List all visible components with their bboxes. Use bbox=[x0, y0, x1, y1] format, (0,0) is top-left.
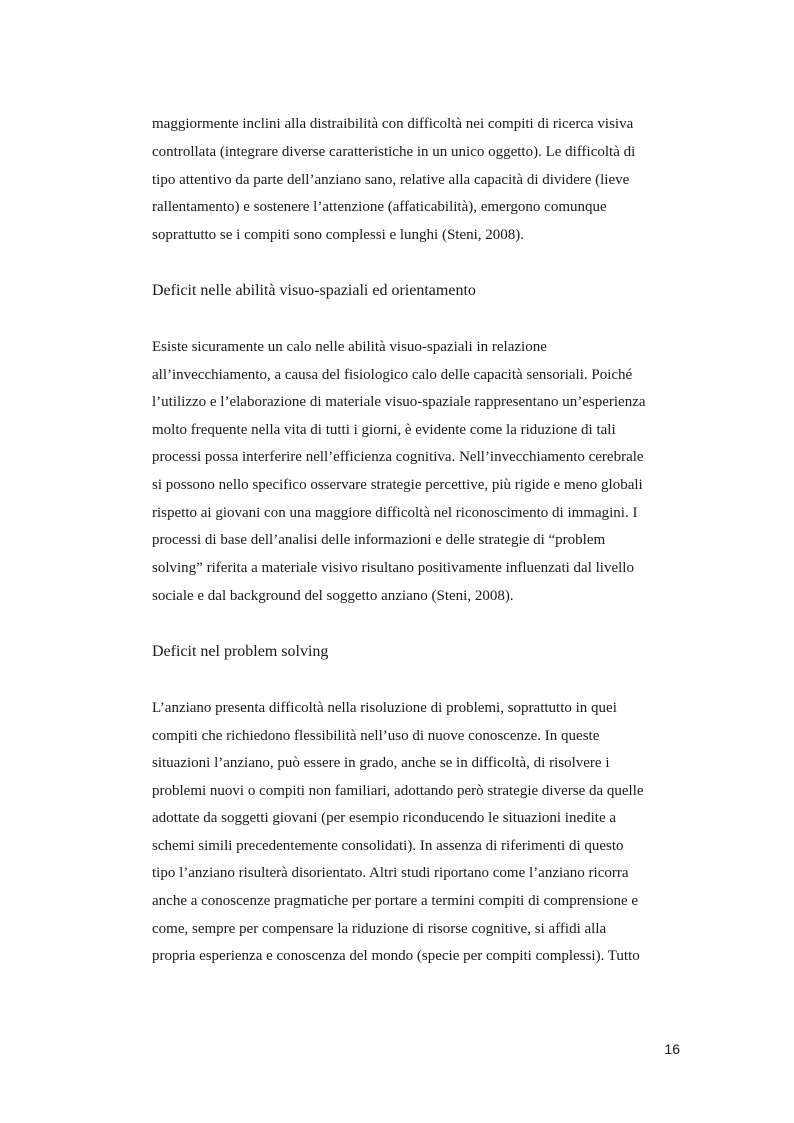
paragraph-2-line: all’invecchiamento, a causa del fisiologico calo delle capacità sensoriali. Poiché bbox=[152, 367, 633, 383]
paragraph-2-line: processi possa interferire nell’efficienza cognitiva. Nell’invecchiamento cerebrale bbox=[152, 449, 644, 465]
paragraph-3-line: tipo l’anziano risulterà disorientato. Altri studi riportano come l’anziano ricorra bbox=[152, 865, 629, 881]
paragraph-2-line: si possono nello specifico osservare strategie percettive, più rigide e meno globali bbox=[152, 477, 643, 493]
paragraph-2-line: sociale e dal background del soggetto anziano (Steni, 2008). bbox=[152, 588, 514, 604]
paragraph-2-line: processi di base dell’analisi delle informazioni e delle strategie di “problem bbox=[152, 532, 606, 548]
paragraph-3-line: situazioni l’anziano, può essere in grado, anche se in difficoltà, di risolvere i bbox=[152, 755, 610, 771]
paragraph-2-line: l’utilizzo e l’elaborazione di materiale visuo-spaziale rappresentano un’esperienza bbox=[152, 394, 646, 410]
paragraph-3-line: L’anziano presenta difficoltà nella risoluzione di problemi, soprattutto in quei bbox=[152, 700, 617, 716]
paragraph-1-line: rallentamento) e sostenere l’attenzione (affaticabilità), emergono comunque bbox=[152, 199, 607, 215]
paragraph-1-line: soprattutto se i compiti sono complessi e lunghi (Steni, 2008). bbox=[152, 227, 525, 243]
page-number: 16 bbox=[664, 1041, 680, 1057]
paragraph-3-line: anche a conoscenze pragmatiche per portare a termini compiti di comprensione e bbox=[152, 893, 639, 909]
section-heading-problem-solving: Deficit nel problem solving bbox=[152, 643, 329, 660]
paragraph-3-line: problemi nuovi o compiti non familiari, adottando però strategie diverse da quelle bbox=[152, 783, 644, 799]
paragraph-1-line: tipo attentivo da parte dell’anziano sano, relative alla capacità di dividere (lieve bbox=[152, 172, 630, 188]
paragraph-2-line: solving” riferita a materiale visivo risultano positivamente influenzati dal livello bbox=[152, 560, 634, 576]
paragraph-1-line: controllata (integrare diverse caratteristiche in un unico oggetto). Le difficoltà di bbox=[152, 144, 636, 160]
paragraph-3-line: schemi simili precedentemente consolidati). In assenza di riferimenti di questo bbox=[152, 838, 624, 854]
section-heading-visuo-spatial: Deficit nelle abilità visuo-spaziali ed orientamento bbox=[152, 282, 476, 299]
paragraph-3-line: propria esperienza e conoscenza del mondo (specie per compiti complessi). Tutto bbox=[152, 948, 640, 964]
paragraph-2-line: molto frequente nella vita di tutti i giorni, è evidente come la riduzione di tali bbox=[152, 422, 616, 438]
paragraph-2-line: Esiste sicuramente un calo nelle abilità visuo-spaziali in relazione bbox=[152, 339, 547, 355]
paragraph-3-line: compiti che richiedono flessibilità nell’uso di nuove conoscenze. In queste bbox=[152, 728, 600, 744]
paragraph-1-line: maggiormente inclini alla distraibilità con difficoltà nei compiti di ricerca visiva bbox=[152, 116, 634, 132]
paragraph-3-line: come, sempre per compensare la riduzione di risorse cognitive, si affidi alla bbox=[152, 921, 607, 937]
paragraph-3-line: adottate da soggetti giovani (per esempio riconducendo le situazioni inedite a bbox=[152, 810, 617, 826]
paragraph-2-line: rispetto ai giovani con una maggiore difficoltà nel riconoscimento di immagini. I bbox=[152, 505, 638, 521]
